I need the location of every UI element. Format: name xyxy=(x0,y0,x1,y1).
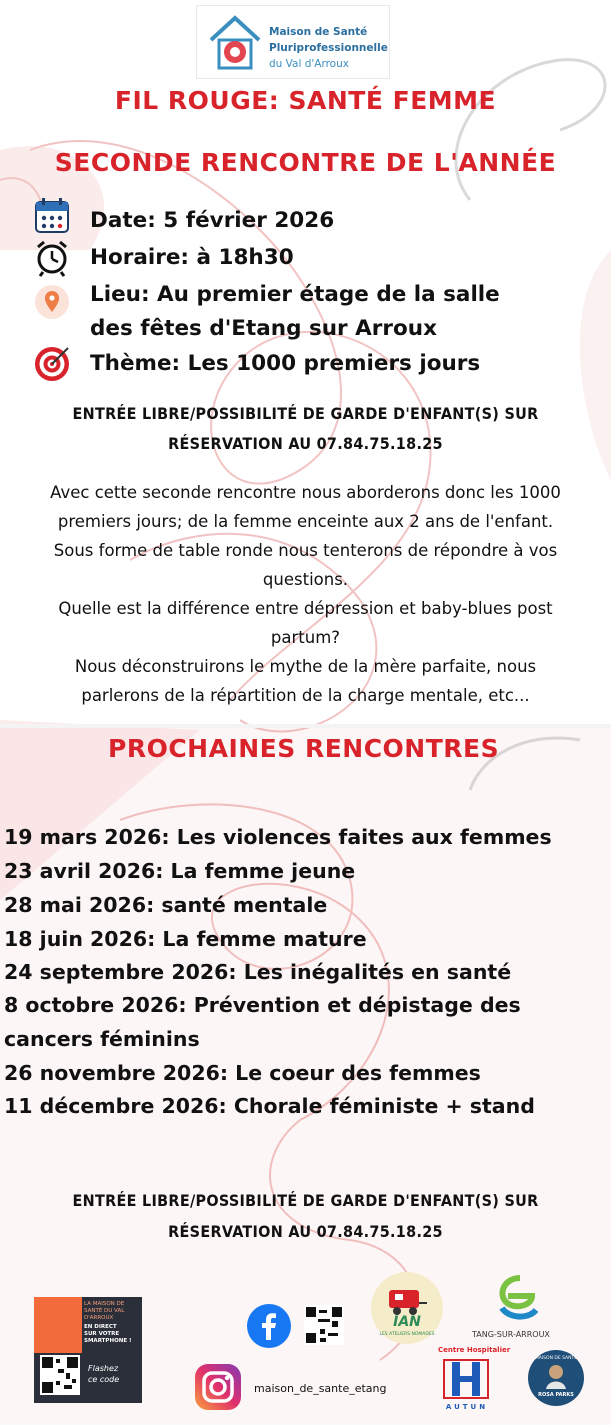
rosa-line1: MAISON DE SANTÉ xyxy=(534,1356,578,1361)
rosa-line2: ROSA PARKS xyxy=(538,1392,574,1398)
free-entry-note-bottom-line2: RÉSERVATION AU 07.84.75.18.25 xyxy=(168,1222,443,1241)
schedule-item: 18 juin 2026: La femme mature xyxy=(4,927,367,951)
schedule-item: 19 mars 2026: Les violences faites aux femmes xyxy=(4,825,552,849)
description-line: Nous déconstruirons le mythe de la mère parfaite, nous xyxy=(74,657,537,676)
caravan-icon xyxy=(385,1282,429,1318)
description-line: Quelle est la différence entre dépression et baby-blues post xyxy=(58,599,553,618)
schedule-item: 8 octobre 2026: Prévention et dépistage des xyxy=(4,993,521,1017)
alarm-clock-icon xyxy=(30,237,74,277)
page-subtitle: SECONDE RENCONTRE DE L'ANNÉE xyxy=(54,148,557,177)
description-line: partum? xyxy=(270,628,341,647)
logo-line-2: Pluriprofessionnelle xyxy=(269,42,388,54)
logo-line-1: Maison de Santé xyxy=(269,26,368,38)
facebook-qr-code-icon[interactable] xyxy=(304,1305,344,1345)
free-entry-note-bottom-line1: ENTRÉE LIBRE/POSSIBILITÉ DE GARDE D'ENFANT(S) SUR xyxy=(72,1191,539,1210)
description-line: parlerons de la répartition de la charge mentale, etc... xyxy=(81,686,530,705)
house-logo-icon xyxy=(205,12,265,72)
flyer-text: LA MAISON DE SANTÉ DU VAL D'ARROUX EN DIRECT SUR VOTRE SMARTPHONE ! xyxy=(84,1301,132,1344)
description-line: Sous forme de table ronde nous tenterons de répondre à vos xyxy=(53,541,558,560)
page-title: FIL ROUGE: SANTÉ FEMME xyxy=(114,86,497,115)
location-pin-icon xyxy=(30,282,74,322)
next-meetings-title: PROCHAINES RENCONTRES xyxy=(108,734,500,763)
instagram-handle[interactable]: maison_de_sante_etang xyxy=(254,1382,387,1395)
rosa-parks-logo xyxy=(528,1350,584,1406)
schedule-item: 26 novembre 2026: Le coeur des femmes xyxy=(4,1061,481,1085)
event-theme: Thème: Les 1000 premiers jours xyxy=(90,351,481,376)
description-line: premiers jours; de la femme enceinte aux 2 ans de l'enfant. xyxy=(57,512,554,531)
event-description xyxy=(0,478,611,710)
msp-logo xyxy=(196,5,390,79)
schedule-item: 11 décembre 2026: Chorale féministe + stand xyxy=(4,1094,535,1118)
qr-code-icon[interactable] xyxy=(40,1355,80,1395)
phone-illustration xyxy=(34,1297,82,1353)
schedule-item: cancers féminins xyxy=(4,1027,200,1051)
schedule-item: 23 avril 2026: La femme jeune xyxy=(4,859,356,883)
description-line: questions. xyxy=(262,570,349,589)
tang-sur-arroux-logo-icon xyxy=(488,1272,544,1328)
event-time: Horaire: à 18h30 xyxy=(90,245,294,270)
facebook-icon[interactable] xyxy=(246,1303,292,1349)
flash-code-text: Flashez ce code xyxy=(88,1364,120,1384)
hospital-logo xyxy=(432,1346,511,1414)
hospital-h-icon xyxy=(440,1356,492,1402)
portrait-icon xyxy=(544,1363,568,1389)
free-entry-note-line2: RÉSERVATION AU 07.84.75.18.25 xyxy=(168,434,443,453)
smartphone-qr-flyer xyxy=(34,1297,142,1403)
hospital-city: AUTUN xyxy=(445,1403,489,1411)
description-line: Avec cette seconde rencontre nous aborderons donc les 1000 xyxy=(50,483,561,502)
instagram-icon[interactable] xyxy=(193,1362,243,1412)
schedule-item: 28 mai 2026: santé mentale xyxy=(4,893,328,917)
section-divider xyxy=(0,724,611,728)
event-place: Lieu: Au premier étage de la salle xyxy=(90,282,500,307)
ian-logo xyxy=(371,1272,443,1344)
tang-label: TANG-SUR-ARROUX xyxy=(472,1330,550,1339)
schedule-item: 24 septembre 2026: Les inégalités en santé xyxy=(4,960,512,984)
target-icon xyxy=(30,343,74,383)
hospital-name: Centre Hospitalier xyxy=(438,1346,511,1354)
event-place-line2: des fêtes d'Etang sur Arroux xyxy=(90,316,437,341)
calendar-icon xyxy=(30,196,74,236)
ian-label: IAN xyxy=(393,1314,421,1330)
event-date: Date: 5 février 2026 xyxy=(90,208,335,233)
ian-sub: LES ATELIERS NOMADES xyxy=(379,1332,435,1337)
free-entry-note-line1: ENTRÉE LIBRE/POSSIBILITÉ DE GARDE D'ENFANT(S) SUR xyxy=(72,404,539,423)
logo-line-3: du Val d'Arroux xyxy=(269,58,349,70)
